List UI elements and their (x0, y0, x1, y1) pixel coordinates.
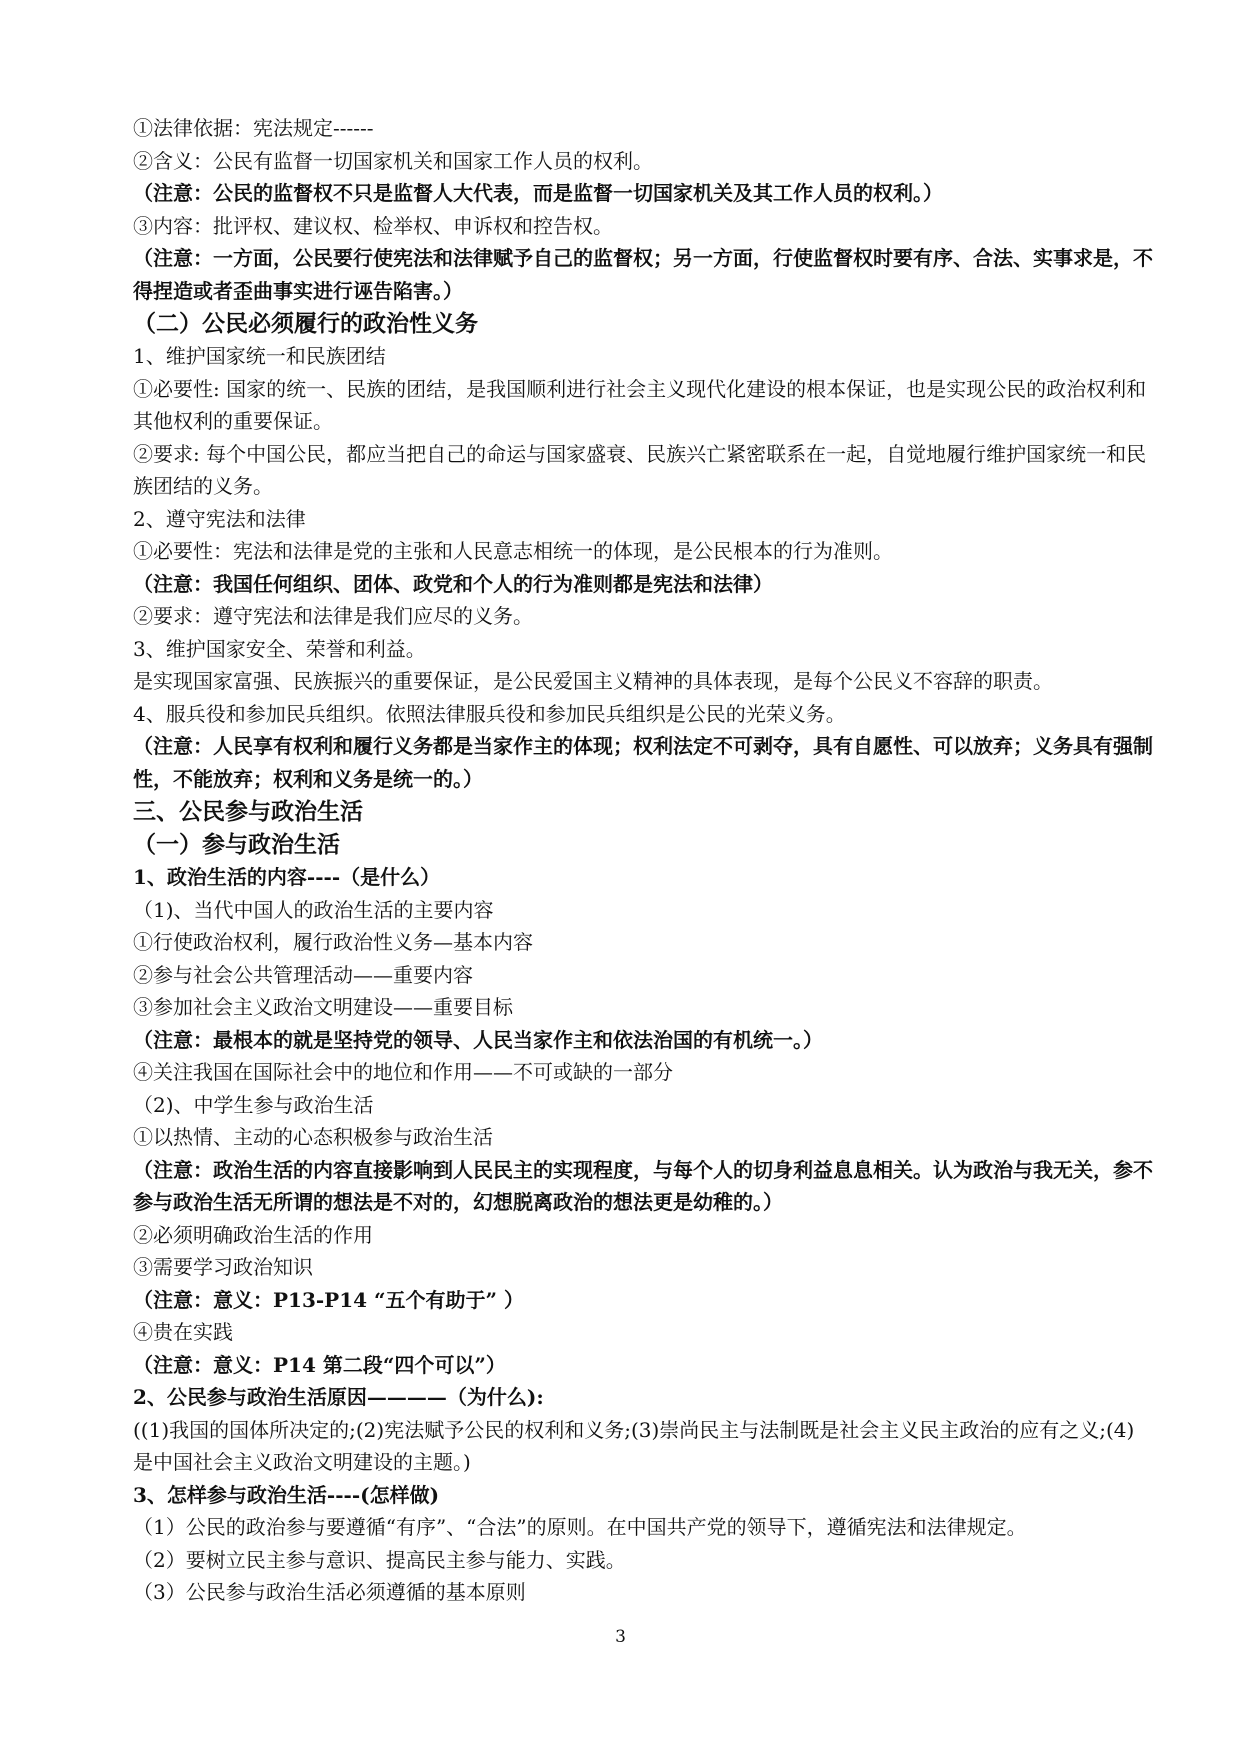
text-line: ④贵在实践 (133, 1320, 233, 1344)
note-line: （注意：我国任何组织、团体、政党和个人的行为准则都是宪法和法律） (133, 571, 773, 596)
text-line: 2、遵守宪法和法律 (133, 506, 306, 531)
text-line: ④关注我国在国际社会中的地位和作用——不可或缺的一部分 (133, 1060, 673, 1084)
section-heading: 三、公民参与政治生活 (133, 798, 363, 825)
text-line: （1)、当代中国人的政治生活的主要内容 (133, 897, 494, 922)
text-line: ②含义：公民有监督一切国家机关和国家工作人员的权利。 (133, 148, 653, 173)
text-line: （2）要树立民主参与意识、提高民主参与能力、实践。 (133, 1547, 626, 1572)
text-line: ②参与社会公共管理活动——重要内容 (133, 962, 473, 987)
text-line: ①必要性: 国家的统一、民族的团结，是我国顺利进行社会主义现代化建设的根本保证，也是实现公民的政治权利和其他权利的重要保证。 (133, 376, 1147, 433)
text-line: 3、维护国家安全、荣誉和利益。 (133, 636, 426, 661)
section-heading: （一）参与政治生活 (133, 831, 340, 858)
text-line: ①必要性：宪法和法律是党的主张和人民意志相统一的体现，是公民根本的行为准则。 (133, 539, 893, 563)
note-line: （注意：一方面，公民要行使宪法和法律赋予自己的监督权；另一方面，行使监督权时要有序、合法、实事求是，不得捏造或者歪曲事实进行诬告陷害。） (133, 246, 1153, 303)
text-line: ②要求: 每个中国公民，都应当把自己的命运与国家盛衰、民族兴亡紧密联系在一起，自觉地履行维护国家统一和民族团结的义务。 (133, 441, 1147, 498)
text-line: ③参加社会主义政治文明建设——重要目标 (133, 995, 513, 1019)
text-line: ②要求：遵守宪法和法律是我们应尽的义务。 (133, 604, 533, 628)
text-line: ①行使政治权利，履行政治性义务—基本内容 (133, 930, 533, 954)
note-line: 2、公民参与政治生活原因————（为什么): (133, 1385, 544, 1409)
page-number: 3 (615, 1627, 626, 1647)
text-line: 是实现国家富强、民族振兴的重要保证，是公民爱国主义精神的具体表现，是每个公民义不容辞的职责。 (133, 669, 1053, 693)
text-line: ((1)我国的国体所决定的;(2)宪法赋予公民的权利和义务;(3)崇尚民主与法制既是社会主义民主政治的应有之义;(4)是中国社会主义政治文明建设的主题。) (133, 1417, 1135, 1474)
note-line: 1、政治生活的内容----（是什么） (133, 865, 441, 889)
note-line: （注意：政治生活的内容直接影响到人民民主的实现程度，与每个人的切身利益息息相关。认为政治与我无关，参不参与政治生活无所谓的想法是不对的，幻想脱离政治的想法更是幼稚的。） (133, 1157, 1153, 1214)
text-line: （2)、中学生参与政治生活 (133, 1092, 374, 1117)
note-line: 3、怎样参与政治生活----(怎样做) (133, 1482, 440, 1507)
note-line: （注意：人民享有权利和履行义务都是当家作主的体现；权利法定不可剥夺，具有自愿性、可以放弃；义务具有强制性，不能放弃；权利和义务是统一的。） (133, 734, 1153, 791)
note-line: （注意：最根本的就是坚持党的领导、人民当家作主和依法治国的有机统一。） (133, 1027, 823, 1052)
section-heading: （二）公民必须履行的政治性义务 (133, 310, 478, 337)
text-line: ③内容：批评权、建议权、检举权、申诉权和控告权。 (133, 213, 613, 238)
note-line: （注意：公民的监督权不只是监督人大代表，而是监督一切国家机关及其工作人员的权利。） (133, 181, 943, 205)
document-body (133, 112, 1153, 1609)
text-line: 1、维护国家统一和民族团结 (133, 344, 386, 368)
text-line: ①以热情、主动的心态积极参与政治生活 (133, 1125, 493, 1149)
text-line: 4、服兵役和参加民兵组织。依照法律服兵役和参加民兵组织是公民的光荣义务。 (133, 701, 846, 726)
text-line: ③需要学习政治知识 (133, 1255, 313, 1279)
text-line: （1）公民的政治参与要遵循“有序”、“合法”的原则。在中国共产党的领导下，遵循宪法和法律规定。 (133, 1515, 1027, 1539)
text-line: （3）公民参与政治生活必须遵循的基本原则 (133, 1580, 526, 1604)
text-line: ①法律依据：宪法规定------ (133, 116, 374, 140)
note-line: （注意：意义：P14 第二段“四个可以”） (133, 1352, 506, 1377)
text-line: ②必须明确政治生活的作用 (133, 1222, 373, 1247)
note-line: （注意：意义：P13-P14 “五个有助于” ） (133, 1287, 524, 1312)
